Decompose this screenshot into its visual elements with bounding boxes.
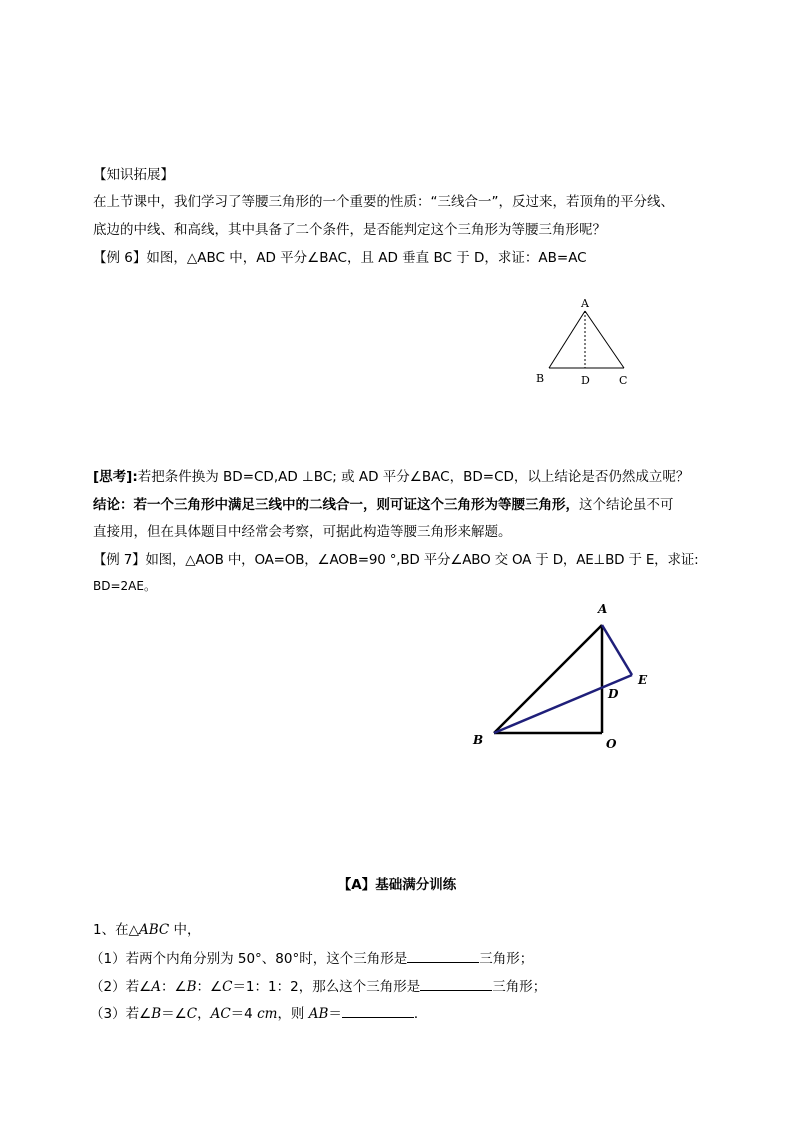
q1-2-post: 三角形；	[492, 979, 547, 995]
label-d: D	[608, 687, 619, 701]
think-line	[93, 468, 689, 486]
label-c: C	[619, 374, 628, 387]
q1-3-var-c: C	[186, 1006, 198, 1022]
q1-2-sep2: ：∠	[196, 979, 223, 995]
side-ac	[585, 311, 624, 368]
q1-3-comma: ，	[197, 1006, 211, 1022]
section-title: 【知识拓展】	[93, 167, 174, 183]
q1-2-var-a: A	[151, 979, 161, 995]
think-prefix: [思考]:	[93, 469, 138, 485]
q1-2-sep1: ：∠	[160, 979, 187, 995]
think-text: 若把条件换为 BD=CD,AD ⊥BC; 或 AD 平分∠BAC，BD=CD，以上结论是否仍然成立呢？	[137, 469, 690, 485]
label-b: B	[473, 733, 484, 747]
example-7-line-2: BD=2AE。	[93, 579, 156, 593]
q1-1-post: 三角形；	[479, 951, 534, 967]
label-d: D	[581, 374, 590, 387]
intro-line-1: 在上节课中，我们学习了等腰三角形的一个重要的性质：“三线合一”，反过来，若顶角的平分线、	[93, 194, 674, 210]
q1-3-eq3: ＝	[328, 1006, 342, 1022]
q1-intro-pre: 1、在△	[93, 922, 139, 938]
example-6: 【例 6】如图，△ABC 中，AD 平分∠BAC，且 AD 垂直 BC 于 D，求证：AB=AC	[93, 250, 587, 266]
label-b: B	[536, 372, 545, 385]
label-a: A	[581, 297, 589, 310]
question-1-1	[90, 950, 533, 968]
segment-ae	[602, 625, 632, 675]
q1-2-var-c: C	[222, 979, 233, 995]
side-ab	[549, 311, 585, 368]
question-1-2	[90, 978, 546, 996]
example-7-line-1: 【例 7】如图，△AOB 中，OA=OB，∠AOB=90 °,BD 平分∠ABO 交 OA 于 D，AE⊥BD 于 E，求证:	[93, 552, 699, 568]
side-ab	[494, 625, 602, 733]
answer-blank-1[interactable]	[407, 950, 479, 963]
question-1-3	[90, 1005, 427, 1023]
q1-2-pre: （2）若∠	[90, 979, 152, 995]
answer-blank-3[interactable]	[342, 1005, 414, 1018]
q1-3-pre: （3）若∠	[90, 1006, 152, 1022]
intro-line-2: 底边的中线、和高线，其中具备了二个条件，是否能判定这个三角形为等腰三角形呢？	[93, 222, 606, 238]
q1-3-eq: ＝∠	[161, 1006, 187, 1022]
q1-var-abc: ABC	[138, 922, 170, 938]
label-e: E	[638, 673, 648, 687]
q1-3-unit: cm	[257, 1006, 278, 1022]
conclusion-rest: 这个结论虽不可	[579, 497, 674, 513]
label-a: A	[598, 602, 608, 616]
answer-blank-2[interactable]	[420, 978, 492, 991]
q1-intro-post: 中，	[169, 922, 201, 938]
conclusion-line-2: 直接用，但在具体题目中经常会考察，可据此构造等腰三角形来解题。	[93, 524, 512, 540]
q1-3-var-b: B	[151, 1006, 162, 1022]
conclusion-line-1	[93, 496, 674, 514]
q1-2-var-b: B	[186, 979, 197, 995]
conclusion-bold: 结论：若一个三角形中满足三线中的二线合一，则可证这个三角形为等腰三角形，	[93, 497, 579, 513]
q1-3-eq2: ＝4	[230, 1006, 258, 1022]
q1-1-pre: （1）若两个内角分别为 50°、80°时，这个三角形是	[90, 951, 408, 967]
q1-3-end: ．	[413, 1006, 428, 1022]
q1-3-var-ac: AC	[210, 1006, 231, 1022]
training-heading: 【A】基础满分训练	[337, 877, 457, 893]
q1-2-ratio: ＝1：1：2，那么这个三角形是	[232, 979, 421, 995]
figure-7-triangle	[465, 598, 665, 758]
segment-be	[494, 675, 632, 733]
figure-6-triangle	[530, 295, 640, 390]
q1-3-then: ，则	[277, 1006, 309, 1022]
label-o: O	[606, 737, 617, 751]
q1-3-var-ab: AB	[308, 1006, 329, 1022]
question-1-intro	[93, 921, 201, 939]
